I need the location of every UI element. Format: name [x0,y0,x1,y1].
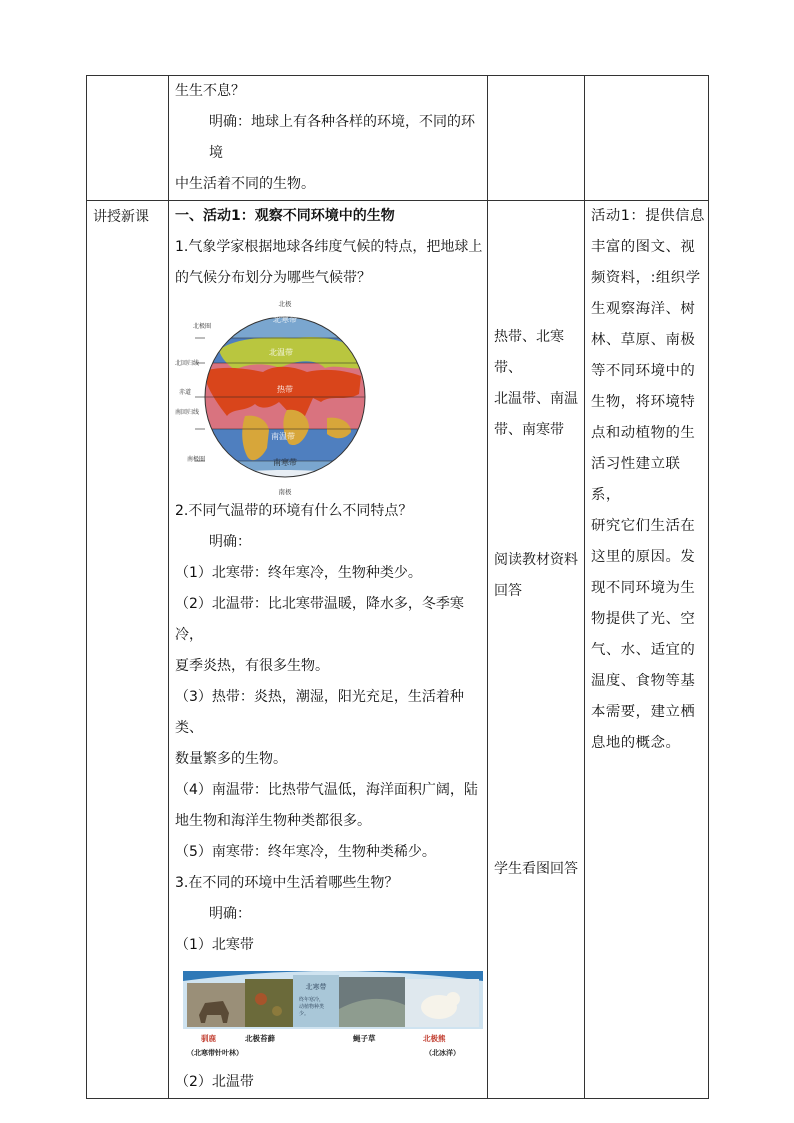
tropical-zone-label: 热带 [277,385,293,394]
intent-line: 活习性建立联系， [591,456,681,503]
south-temperate-zone-label: 南温带 [271,432,295,441]
caption-reindeer: 驯鹿 [201,1034,216,1043]
section-cell [87,201,169,1099]
text-line: 的气候分布划分为哪些气候带？ [175,270,371,286]
student-answer-line: 热带、北寒带、 [494,329,564,376]
design-intent-text [585,201,708,759]
text-line: （5）南寒带：终年寒冷，生物种类稀少。 [175,844,436,860]
intent-line: 现不同环境为生 [591,580,696,596]
student-answer-line: 回答 [494,583,522,599]
north-frigid-photo-strip [175,969,483,1067]
text-line: 2.不同气温带的环境有什么不同特点？ [175,503,413,519]
intent-line: 丰富的图文、视 [591,239,696,255]
section-label: 讲授新课 [93,209,149,225]
intent-line: 息地的概念。 [591,735,681,751]
sub-caption-taiga: （北寒带针叶林） [187,1049,243,1057]
intent-line: 本需要，建立栖 [591,704,696,720]
sub-caption-arctic-ocean: （北冰洋） [425,1049,460,1057]
intent-line: 气、水、适宜的 [591,642,696,658]
student-activity-cell [488,201,585,1099]
text-line: 3.在不同的环境中生活着哪些生物？ [175,875,399,891]
text-line: 夏季炎热，有很多生物。 [175,658,329,674]
tropic-cancer-label: 北回归线 [175,360,200,367]
section-cell-empty [87,76,169,201]
arctic-circle-label: 北极圈 [193,323,212,330]
tropic-capricorn-label: 南回归线 [175,409,200,416]
intent-line: 物提供了光、空 [591,611,696,627]
content-cell [169,201,488,1099]
text-line: 地生物和海洋生物种类都很多。 [175,813,371,829]
north-frigid-zone-label: 北寒带 [273,315,297,324]
student-answer-line: 北温带、南温 [494,391,578,407]
text-line: （2）北温带 [175,1074,254,1090]
intent-line: 频资料，:组织学 [591,270,701,286]
table-row [87,201,709,1099]
text-line: 中生活着不同的生物。 [175,176,315,192]
equator-label: 赤道 [179,389,192,396]
text-line: 生生不息？ [175,83,245,99]
intent-cell-empty [585,76,709,201]
antarctic-circle-label: 南极圈 [187,456,206,463]
moss-photo [245,979,293,1027]
south-pole-label: 南极 [278,488,292,496]
intent-line: 生观察海洋、树 [591,301,696,317]
strip-desc-line: 终年寒冷， [299,997,325,1003]
text-line: （1）北寒带：终年寒冷，生物种类少。 [175,565,422,581]
south-frigid-zone-label: 南寒带 [273,458,297,467]
north-temperate-zone-label: 北温带 [269,348,293,357]
intent-line: 生物，将环境特 [591,394,696,410]
answer-label: 明确： [209,906,251,922]
student-answer-line: 阅读教材资料 [494,552,578,568]
intent-line: 点和动植物的生 [591,425,696,441]
strip-desc-line: 动植物种类 [299,1004,325,1010]
text-line: （2）北温带：比北寒带温暖，降水多，冬季寒冷， [175,596,464,643]
strip-title: 北寒带 [305,983,327,991]
text-line: （1）北寒带 [175,937,254,953]
photo-strip-svg [183,969,483,1067]
climate-zone-globe-figure [175,298,483,496]
caption-moss: 北极苔藓 [245,1034,275,1043]
north-pole-label: 北极 [278,300,292,308]
content-cell [169,76,488,201]
intent-line: 温度、食物等基 [591,673,696,689]
answer-label: 明确： [209,534,251,550]
caption-polar-bear: 北极熊 [423,1034,446,1043]
globe-svg [175,298,375,496]
text-line: （3）热带：炎热，潮湿，阳光充足，生活着种类、 [175,689,464,736]
design-intent-cell [585,201,709,1099]
intent-line: 林、草原、南极 [591,332,696,348]
student-answer-line: 学生看图回答 [494,861,578,877]
activity-title: 一、活动1：观察不同环境中的生物 [175,208,395,224]
text-line: 1.气象学家根据地球各纬度气候的特点，把地球上 [175,239,483,255]
text-line: 数量繁多的生物。 [175,751,287,767]
table-row [87,76,709,201]
strip-desc-line: 少。 [299,1011,310,1017]
intent-line: 这里的原因。发 [591,549,696,565]
text-line: （4）南温带：比热带气温低，海洋面积广阔，陆 [175,782,478,798]
student-cell-empty [488,76,585,201]
intent-line: 等不同环境中的 [591,363,696,379]
caption-catchfly: 蝇子草 [353,1034,376,1043]
text-line: 明确：地球上有各种各样的环境，不同的环境 [209,114,475,161]
intent-line: 研究它们生活在 [591,518,696,534]
lesson-plan-table [86,75,709,1099]
student-answer-line: 带、南寒带 [494,422,564,438]
intent-line: 活动1：提供信息 [591,208,705,224]
